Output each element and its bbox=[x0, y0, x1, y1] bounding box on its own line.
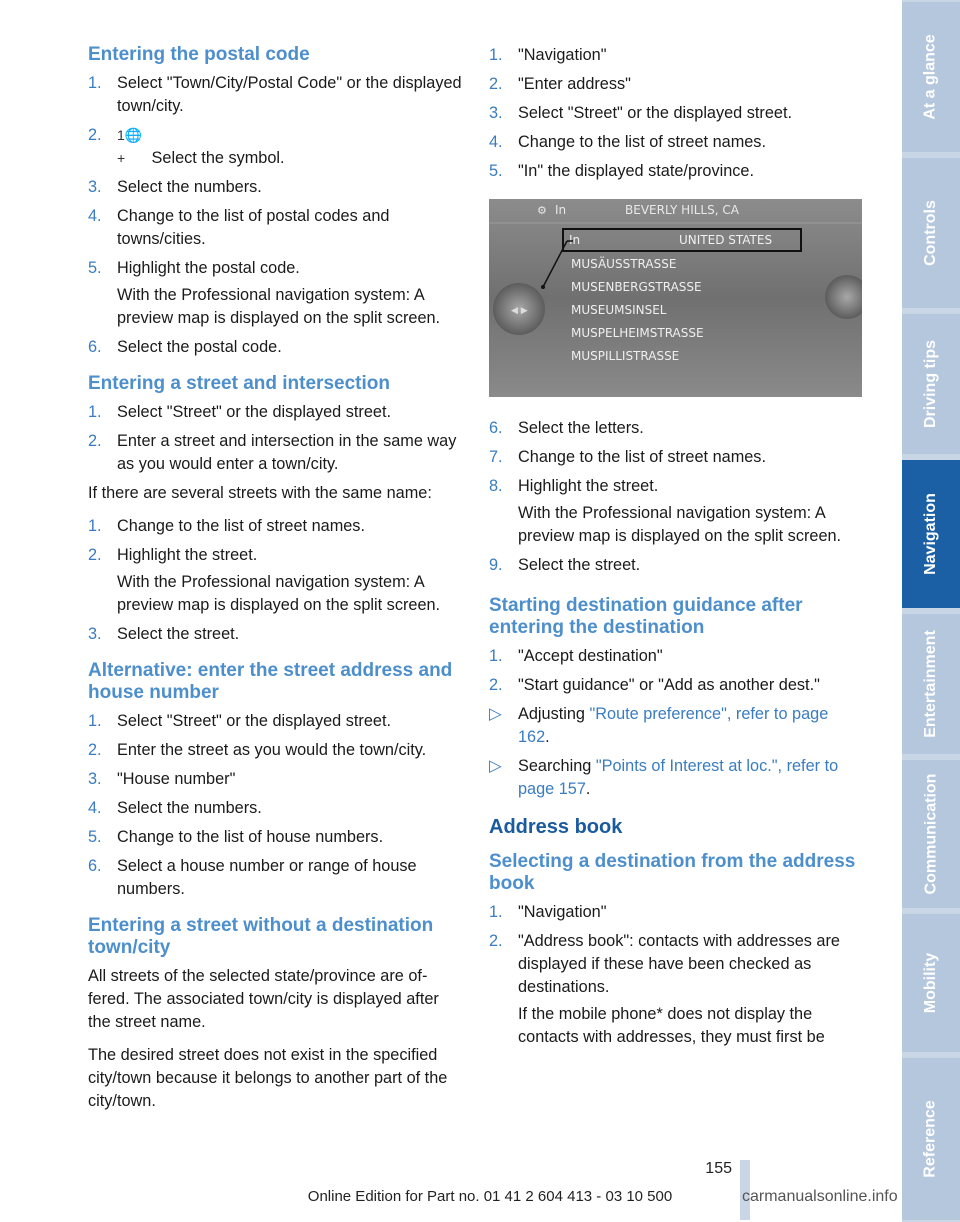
screen-selected-in: In bbox=[569, 233, 581, 247]
bullet-item: ▷ Adjusting "Route preference", refer to page 162. bbox=[489, 703, 864, 749]
list-item: 2. Highlight the street. With the Professional navigation system: A preview map is displayed on the split screen. bbox=[88, 546, 441, 614]
screen-row: MUSÄUSSTRASSE bbox=[571, 257, 677, 271]
screen-row: MUSPILLISTRASSE bbox=[571, 349, 680, 363]
screen-selected-country: UNITED STATES bbox=[679, 233, 773, 247]
list-item: 1. Select "Town/City/Postal Code" or the displayed town/city. bbox=[88, 74, 462, 115]
list-item: 9. Select the street. bbox=[489, 556, 641, 574]
list-item: 1. Change to the list of street names. bbox=[88, 517, 365, 535]
tab-navigation[interactable]: Navigation bbox=[902, 460, 960, 608]
list-item: 1. "Accept destination" bbox=[489, 647, 663, 665]
chapter-sidebar bbox=[902, 0, 960, 1222]
screen-header-city: BEVERLY HILLS, CA bbox=[625, 203, 739, 217]
list-item: 8. Highlight the street. With the Professional navigation system: A preview map is displayed on the split screen. bbox=[489, 477, 842, 545]
screen-row: MUSEUMSINSEL bbox=[571, 303, 667, 317]
tab-reference[interactable]: Reference bbox=[902, 1058, 960, 1220]
screen-row: MUSPELHEIMSTRASSE bbox=[571, 326, 704, 340]
list-item: 5. Highlight the postal code. With the Professional navigation system: A preview map is displayed on the split screen. bbox=[88, 259, 441, 327]
guidance-section bbox=[489, 595, 864, 801]
page-number: 155 bbox=[705, 1160, 732, 1177]
addressbook-title: Selecting a destination from the address book bbox=[489, 851, 856, 894]
list-item: 2. "Start guidance" or "Add as another dest." bbox=[489, 676, 820, 694]
list-item: 4. Change to the list of postal codes and towns/cities. bbox=[88, 207, 390, 248]
triangle-bullet-icon: ▷ bbox=[489, 705, 502, 723]
list-item: 7. Change to the list of street names. bbox=[489, 448, 766, 466]
list-item: 2. "Enter address" bbox=[489, 75, 631, 93]
list-item: 1. "Navigation" bbox=[489, 903, 607, 921]
right-column bbox=[489, 44, 864, 1063]
nodest-paragraph-1: All streets of the selected state/province are offered. The associated town/city is displayed after the street name. bbox=[88, 967, 439, 1031]
left-column bbox=[88, 44, 463, 1127]
nodest-section bbox=[88, 915, 463, 1113]
alt-title: Alternative: enter the street address and house number bbox=[88, 660, 453, 703]
postal-title: Entering the postal code bbox=[88, 44, 310, 65]
street-title: Entering a street and intersection bbox=[88, 373, 390, 394]
tab-mobility[interactable]: Mobility bbox=[902, 914, 960, 1052]
alt-section bbox=[88, 660, 463, 901]
svg-text:◀ ▶: ◀ ▶ bbox=[511, 306, 528, 316]
bullet-item: ▷ Searching "Points of Interest at loc.", refer to page 157. bbox=[489, 755, 864, 801]
list-item: 2. Enter the street as you would the town/city. bbox=[88, 741, 427, 759]
list-item: 2. "Address book": contacts with addresses are displayed if these have been checked as destinations. If the mobile phone* does not display the contacts with addresses, they must first be bbox=[489, 932, 840, 1046]
footer-text: Online Edition for Part no. 01 41 2 604 413 - 03 10 500 bbox=[307, 1188, 673, 1205]
screen-row: MUSENBERGSTRASSE bbox=[571, 280, 702, 294]
postal-section bbox=[88, 44, 463, 359]
list-item: 5. Change to the list of house numbers. bbox=[88, 828, 384, 846]
screen-gear-icon: ⚙ bbox=[537, 204, 547, 217]
addressbook-heading: Address book bbox=[489, 816, 623, 838]
addressbook-section bbox=[489, 815, 864, 1049]
triangle-bullet-icon: ▷ bbox=[489, 757, 502, 775]
list-item: 3. Select "Street" or the displayed street. bbox=[489, 104, 793, 122]
list-item: 2. Enter a street and intersection in the same way as you would enter a town/city. bbox=[88, 432, 457, 473]
screen-header-in: In bbox=[555, 203, 567, 217]
watermark: carmanualsonline.info bbox=[742, 1188, 898, 1205]
list-item: 4. Change to the list of street names. bbox=[489, 133, 766, 151]
list-item: 6. Select the letters. bbox=[489, 419, 644, 437]
points-of-interest-link[interactable]: "Points of Interest at loc.", refer to page 157 bbox=[518, 757, 839, 798]
street-section bbox=[88, 373, 463, 646]
guidance-title: Starting destination guidance after entering the destination bbox=[489, 595, 803, 638]
list-item: 6. Select the postal code. bbox=[88, 338, 282, 356]
street-paragraph: If there are several streets with the same name: bbox=[88, 484, 432, 502]
tab-entertainment[interactable]: Entertainment bbox=[902, 614, 960, 754]
tab-communication[interactable]: Communication bbox=[902, 760, 960, 908]
route-preference-link[interactable]: "Route preference", refer to page 162 bbox=[518, 705, 829, 746]
list-item: 3. Select the street. bbox=[88, 625, 240, 643]
nodest-paragraph-2: The desired street does not exist in the specified city/town because it belongs to another part of the city/town. bbox=[88, 1046, 448, 1110]
tab-controls[interactable]: Controls bbox=[902, 158, 960, 308]
list-item: 3. Select the numbers. bbox=[88, 178, 262, 196]
tab-at-a-glance[interactable]: At a glance bbox=[902, 2, 960, 152]
list-item: 3. "House number" bbox=[88, 770, 236, 788]
list-item: 2. 1🌐+ Select the symbol. bbox=[88, 124, 463, 170]
list-item: 1. "Navigation" bbox=[489, 46, 607, 64]
list-item: 1. Select "Street" or the displayed street. bbox=[88, 403, 392, 421]
nodest-title: Entering a street without a destination town/city bbox=[88, 915, 434, 958]
navigation-screen-image bbox=[489, 199, 862, 397]
list-item: 1. Select "Street" or the displayed street. bbox=[88, 712, 392, 730]
list-item: 4. Select the numbers. bbox=[88, 799, 262, 817]
input-symbol-icon: 1🌐+ bbox=[117, 127, 143, 166]
list-item: 5. "In" the displayed state/province. bbox=[489, 162, 755, 180]
list-item: 6. Select a house number or range of house numbers. bbox=[88, 857, 417, 898]
tab-driving-tips[interactable]: Driving tips bbox=[902, 314, 960, 454]
